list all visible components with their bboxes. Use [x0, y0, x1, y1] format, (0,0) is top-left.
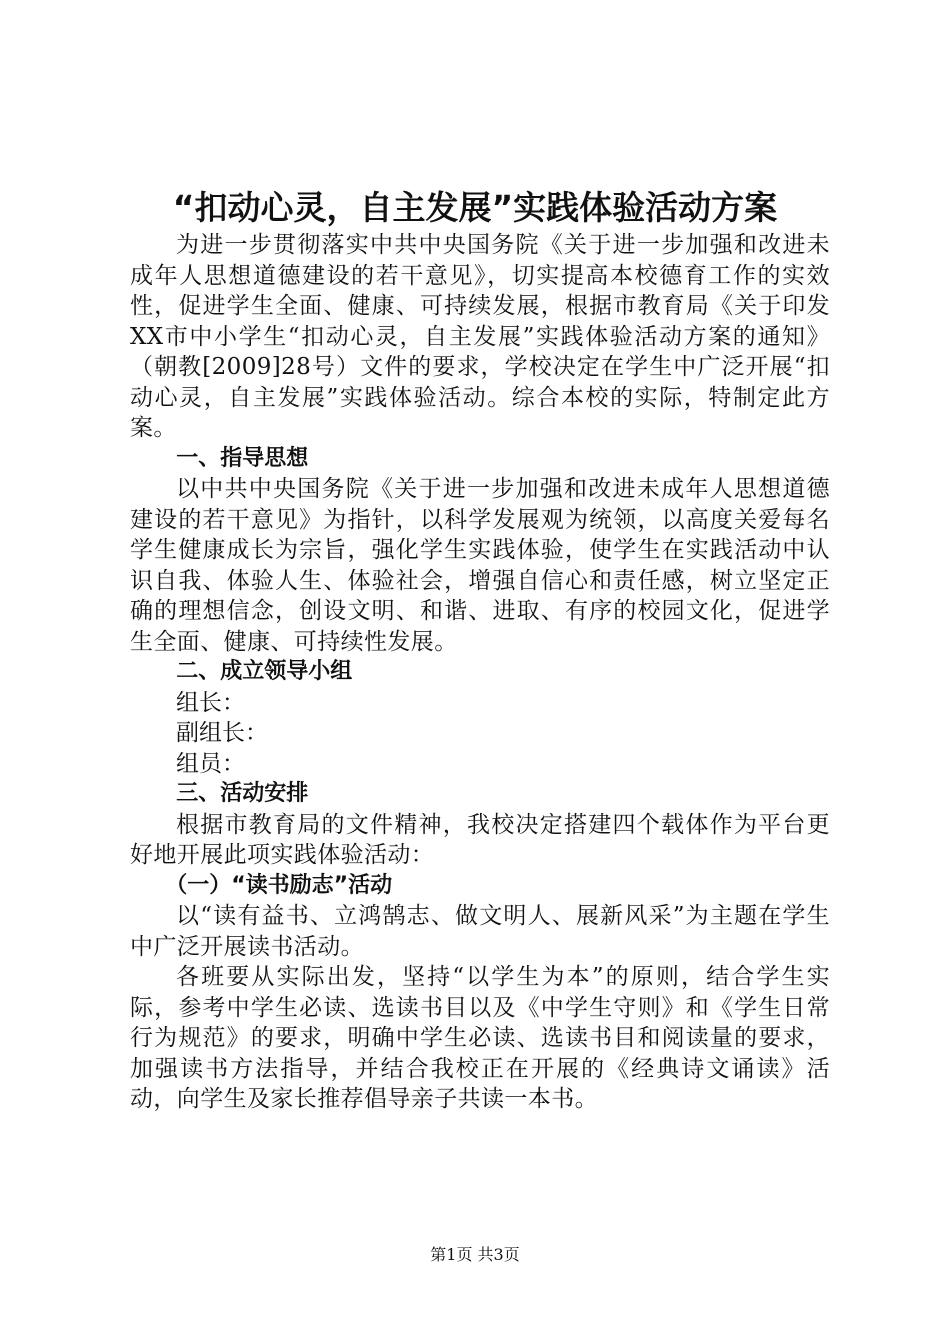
group-leader-line: 组长： — [176, 689, 245, 716]
reading-paragraph-1: 以“读有益书、立鸿鹄志、做文明人、展新风采”为主题在学生中广泛开展读书活动。 — [130, 903, 830, 960]
activity-arrangement-paragraph: 根据市教育局的文件精神，我校决定搭建四个载体作为平台更好地开展此项实践体验活动： — [130, 811, 830, 868]
deputy-leader-line: 副组长： — [176, 720, 268, 746]
guiding-ideology-paragraph: 以中共中央国务院《关于进一步加强和改进未成年人思想道德建设的若干意见》为指针，以科学发展观为统领，以高度关爱每名学生健康成长为宗旨，强化学生实践体验，使学生在实践活动中认识自我、体验人生、体验社会，增强自信心和责任感，树立坚定正确的理想信念，创设文明、和谐、进取、有序的校园文化，促进学生全面、健康、可持续性发展。 — [130, 476, 830, 655]
document-title: “扣动心灵，自主发展”实践体验活动方案 — [172, 188, 778, 227]
section-heading-activity-arrangement: 三、活动安排 — [176, 781, 309, 806]
group-members-line: 组员： — [176, 750, 245, 777]
page-footer: 第1页 共3页 — [430, 1245, 520, 1264]
section-heading-leadership-group: 二、成立领导小组 — [176, 659, 353, 684]
document-body — [130, 230, 830, 1115]
section-heading-guiding-ideology: 一、指导思想 — [176, 445, 309, 471]
intro-paragraph: 为进一步贯彻落实中共中央国务院《关于进一步加强和改进未成年人思想道德建设的若干意见》，切实提高本校德育工作的实效性，促进学生全面、健康、可持续发展，根据市教育局《关于印发XX市中小学生“扣动心灵，自主发展”实践体验活动方案的通知》（朝教[2009]28号）文件的要求，学校决定在学生中广泛开展“扣动心灵，自主发展”实践体验活动。综合本校的实际，特制定此方案。 — [130, 232, 830, 441]
subsection-heading-reading: （一）“读书励志”活动 — [165, 872, 393, 898]
reading-paragraph-2: 各班要从实际出发，坚持“以学生为本”的原则，结合学生实际，参考中学生必读、选读书目以及《中学生守则》和《学生日常行为规范》的要求，明确中学生必读、选读书目和阅读量的要求，加强读书方法指导，并结合我校正在开展的《经典诗文诵读》活动，向学生及家长推荐倡导亲子共读一本书。 — [130, 964, 830, 1112]
